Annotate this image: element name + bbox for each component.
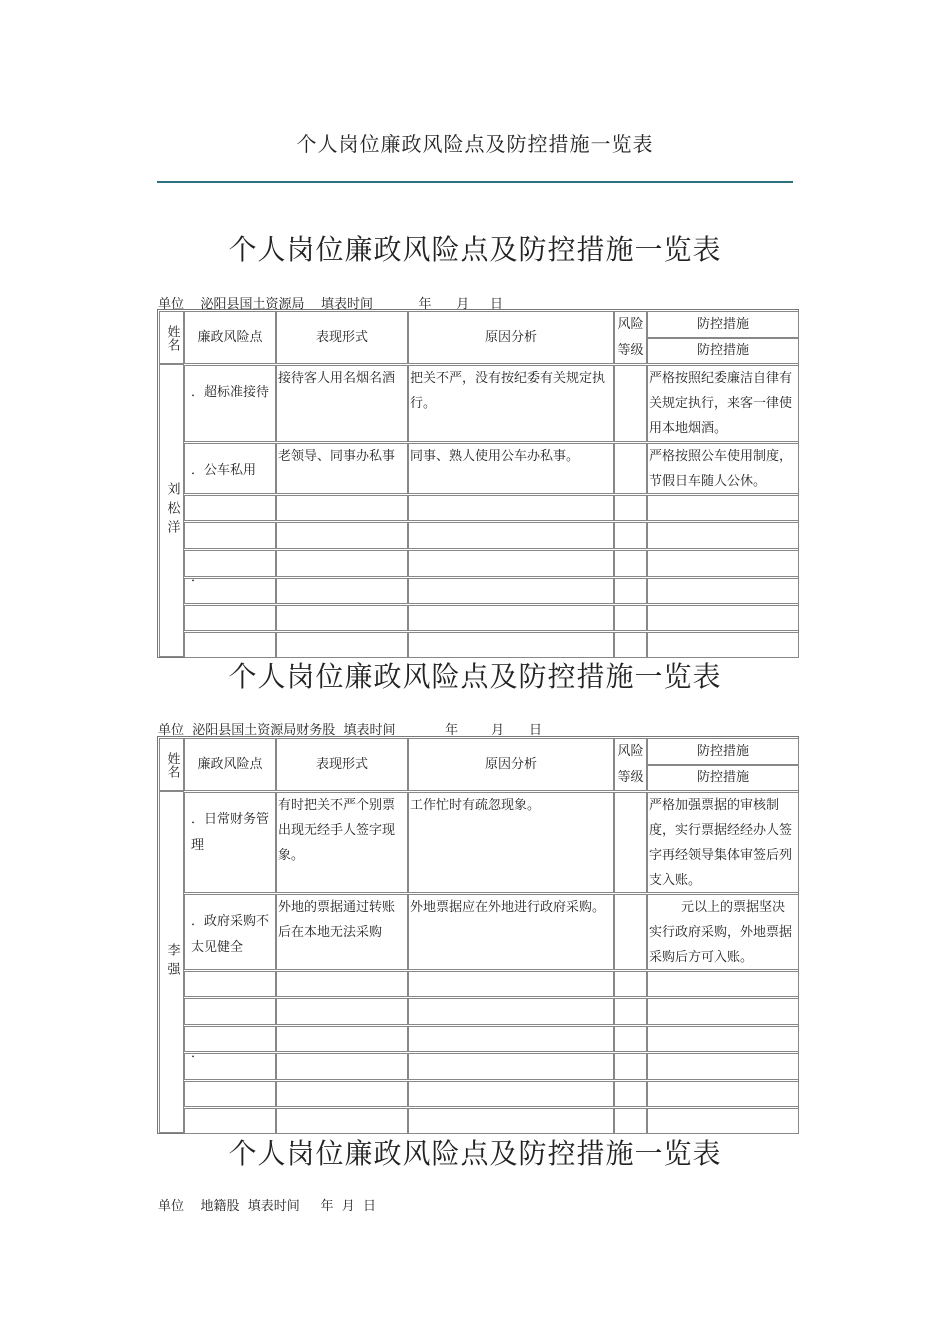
- header-name: 姓名: [159, 311, 184, 364]
- measures-cell: 严格加强票据的审核制度，实行票据经经办人签字再经领导集体审签后列支入账。: [647, 792, 799, 893]
- risk-point-cell: [184, 605, 276, 631]
- risk-level-cell: [614, 971, 647, 997]
- table-title: 个人岗位廉政风险点及防控措施一览表: [228, 660, 722, 693]
- cause-cell: [408, 971, 614, 997]
- risk-point-cell: ．: [184, 550, 276, 577]
- form-cell: [276, 550, 408, 577]
- header-cause: 原因分析: [408, 311, 614, 364]
- measures-cell: [647, 1108, 799, 1134]
- header-risk-point: 廉政风险点: [184, 311, 276, 364]
- form-cell: [276, 522, 408, 549]
- risk-level-cell: [614, 998, 647, 1025]
- header-form: 表现形式: [276, 311, 408, 364]
- header-rule: [157, 181, 793, 183]
- person-name: 刘松洋: [159, 364, 184, 657]
- risk-point-cell: [184, 998, 276, 1025]
- risk-point-cell: [184, 971, 276, 997]
- cause-cell: [408, 522, 614, 549]
- cause-cell: [408, 605, 614, 631]
- risk-point-cell: [184, 522, 276, 549]
- risk-point-cell: ．公车私用: [184, 443, 276, 494]
- cause-cell: [408, 550, 614, 577]
- person-name: 李强: [159, 791, 184, 1133]
- header-title: 个人岗位廉政风险点及防控措施一览表: [296, 132, 654, 156]
- cause-cell: 工作忙时有疏忽现象。: [408, 792, 614, 893]
- form-cell: 有时把关不严个别票出现无经手人签字现象。: [276, 792, 408, 893]
- cause-cell: [408, 1081, 614, 1107]
- measures-cell: 严格按照公车使用制度，节假日车随人公休。: [647, 443, 799, 494]
- risk-point-cell: ．超标准接待: [184, 365, 276, 442]
- form-cell: [276, 578, 408, 604]
- risk-point-cell: [184, 578, 276, 604]
- header-risk-point: 廉政风险点: [184, 738, 276, 791]
- form-cell: [276, 605, 408, 631]
- risk-level-cell: [614, 578, 647, 604]
- header-cause: 原因分析: [408, 738, 614, 791]
- cause-cell: 同事、熟人使用公车办私事。: [408, 443, 614, 494]
- cause-cell: 外地票据应在外地进行政府采购。: [408, 894, 614, 970]
- risk-level-cell: [614, 1026, 647, 1052]
- measures-cell: [647, 605, 799, 631]
- measures-cell: [647, 578, 799, 604]
- risk-point-cell: [184, 1081, 276, 1107]
- risk-point-cell: [184, 1108, 276, 1134]
- measures-cell: [647, 522, 799, 549]
- header-name: 姓名: [159, 738, 184, 791]
- risk-level-cell: [614, 605, 647, 631]
- unit-line: 单位 地籍股 填表时间 年 月 日: [158, 1199, 376, 1214]
- risk-level-cell: [614, 1081, 647, 1107]
- table-title: 个人岗位廉政风险点及防控措施一览表: [228, 233, 722, 266]
- measures-cell: [647, 1081, 799, 1107]
- measures-cell: 元以上的票据坚决实行政府采购，外地票据采购后方可入账。: [647, 894, 799, 970]
- table-title: 个人岗位廉政风险点及防控措施一览表: [228, 1137, 722, 1170]
- header-measures: 防控措施: [647, 311, 799, 338]
- risk-point-cell: ．: [184, 1026, 276, 1052]
- risk-level-cell: [614, 894, 647, 970]
- measures-cell: [647, 1026, 799, 1052]
- header-measures: 防控措施: [647, 738, 799, 765]
- cause-cell: [408, 578, 614, 604]
- form-cell: [276, 1081, 408, 1107]
- measures-cell: [647, 971, 799, 997]
- form-cell: 老领导、同事办私事: [276, 443, 408, 494]
- header-risk-level: 风险等级: [614, 738, 647, 791]
- form-cell: [276, 1026, 408, 1052]
- cause-cell: [408, 495, 614, 521]
- cause-cell: [408, 1026, 614, 1052]
- risk-level-cell: [614, 365, 647, 442]
- risk-point-cell: ．日常财务管理: [184, 792, 276, 893]
- risk-level-cell: [614, 443, 647, 494]
- measures-cell: [647, 1053, 799, 1080]
- measures-cell: [647, 495, 799, 521]
- risk-point-cell: [184, 1053, 276, 1080]
- header-form: 表现形式: [276, 738, 408, 791]
- cause-cell: [408, 998, 614, 1025]
- form-cell: [276, 1108, 408, 1134]
- unit-line: 单位 泌阳县国土资源局财务股 填表时间 年 月 日: [158, 723, 542, 738]
- form-cell: [276, 1053, 408, 1080]
- cause-cell: [408, 1108, 614, 1134]
- measures-cell: 严格按照纪委廉洁自律有关规定执行，来客一律使用本地烟酒。: [647, 365, 799, 442]
- form-cell: [276, 495, 408, 521]
- risk-level-cell: [614, 522, 647, 549]
- header-measures-sub: 防控措施: [647, 338, 799, 364]
- form-cell: [276, 998, 408, 1025]
- risk-level-cell: [614, 1108, 647, 1134]
- form-cell: 接待客人用名烟名酒: [276, 365, 408, 442]
- measures-cell: [647, 998, 799, 1025]
- risk-level-cell: [614, 495, 647, 521]
- cause-cell: [408, 1053, 614, 1080]
- risk-point-cell: [184, 495, 276, 521]
- risk-level-cell: [614, 1053, 647, 1080]
- risk-level-cell: [614, 550, 647, 577]
- unit-line: 单位 泌阳县国土资源局 填表时间 年 月 日: [158, 297, 503, 312]
- risk-point-cell: ．政府采购不太见健全: [184, 894, 276, 970]
- form-cell: 外地的票据通过转账后在本地无法采购: [276, 894, 408, 970]
- measures-cell: [647, 550, 799, 577]
- form-cell: [276, 971, 408, 997]
- cause-cell: 把关不严，没有按纪委有关规定执行。: [408, 365, 614, 442]
- header-risk-level: 风险等级: [614, 311, 647, 364]
- header-measures-sub: 防控措施: [647, 765, 799, 791]
- risk-level-cell: [614, 792, 647, 893]
